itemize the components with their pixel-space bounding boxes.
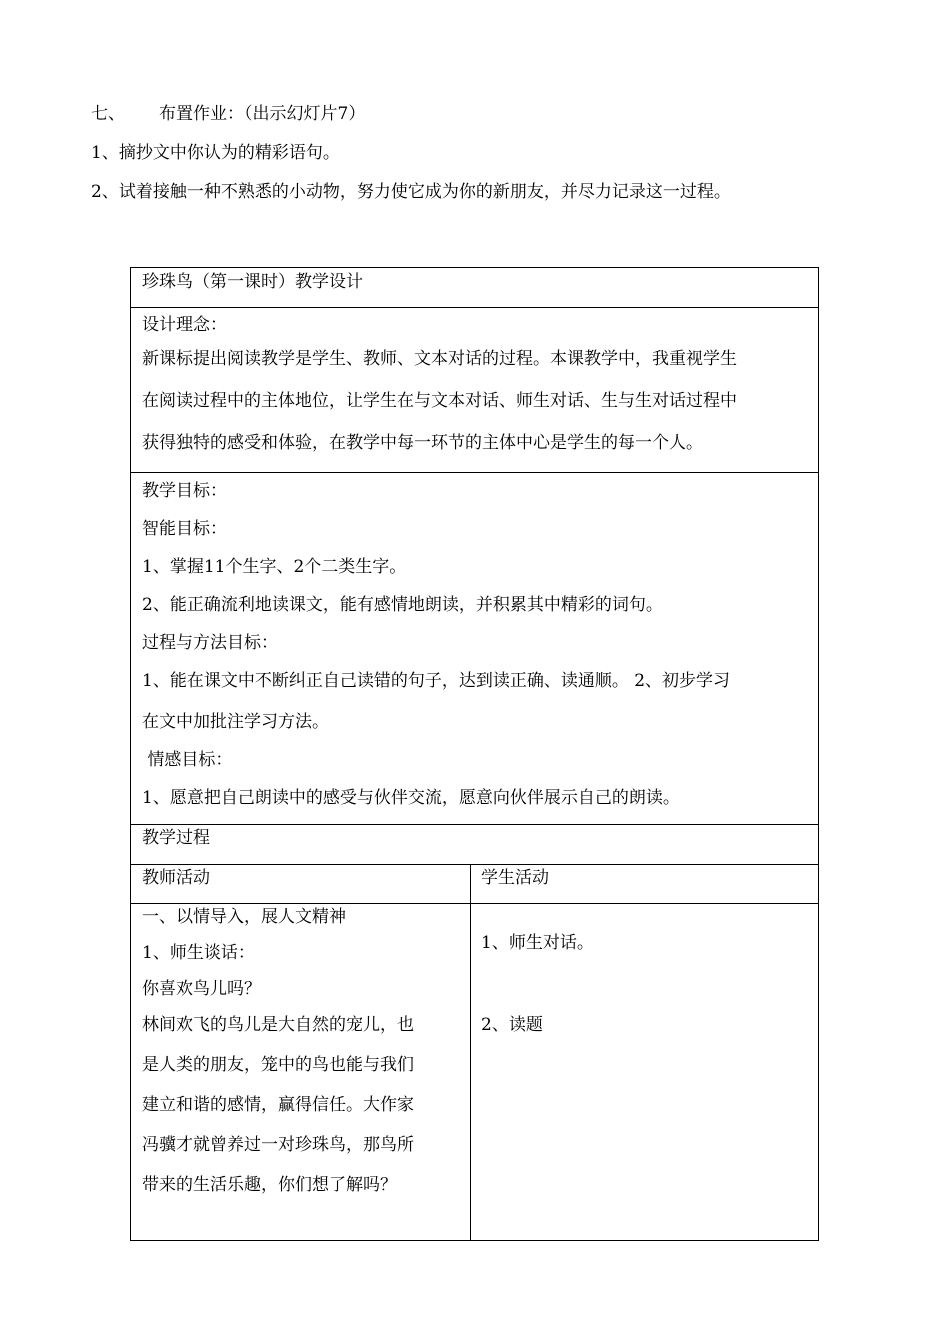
homework-item-2: 2、试着接触一种不熟悉的小动物，努力使它成为你的新朋友，并尽力记录这一过程。: [91, 182, 731, 202]
student-activity-1: 1、师生对话。: [481, 933, 594, 953]
design-concept-line-1: 新课标提出阅读教学是学生、教师、文本对话的过程。本课教学中，我重视学生: [142, 349, 737, 369]
homework-item-1: 1、摘抄文中你认为的精彩语句。: [91, 143, 340, 163]
teacher-para-line-1: 林间欢飞的鸟儿是大自然的宠儿，也: [142, 1015, 414, 1035]
design-concept-row: [131, 308, 818, 473]
emotion-goal-1: 1、愿意把自己朗读中的感受与伙伴交流，愿意向伙伴展示自己的朗读。: [142, 788, 680, 808]
activity-header-row: [131, 865, 818, 904]
teaching-goals-label: 教学目标：: [142, 481, 227, 501]
process-goal-line-2: 在文中加批注学习方法。: [142, 712, 329, 732]
skill-goals-label: 智能目标：: [142, 519, 227, 539]
teaching-process-label: 教学过程: [142, 828, 210, 848]
emotion-goals-label: 情感目标：: [142, 750, 233, 770]
teacher-para-line-3: 建立和谐的感情，赢得信任。大作家: [142, 1095, 414, 1115]
teacher-section-heading: 一、以情导入，展人文精神: [142, 907, 346, 927]
homework-heading: 布置作业：（出示幻灯片7）: [159, 104, 366, 124]
lesson-plan-table: [130, 267, 819, 1241]
teacher-para-line-2: 是人类的朋友，笼中的鸟也能与我们: [142, 1055, 414, 1075]
lesson-title: 珍珠鸟（第一课时）教学设计: [142, 272, 363, 292]
student-activity-header: 学生活动: [481, 868, 549, 888]
design-concept-line-3: 获得独特的感受和体验，在教学中每一环节的主体中心是学生的每一个人。: [142, 433, 703, 453]
teacher-talk-label: 1、师生谈话：: [142, 943, 255, 963]
teacher-activity-header: 教师活动: [142, 868, 210, 888]
design-concept-label: 设计理念：: [142, 315, 227, 335]
teacher-para-line-5: 带来的生活乐趣，你们想了解吗？: [142, 1175, 397, 1195]
student-activity-2: 2、读题: [481, 1015, 543, 1035]
skill-goal-1: 1、掌握11个生字、2个二类生字。: [142, 557, 407, 577]
skill-goal-2: 2、能正确流利地读课文，能有感情地朗读，并积累其中精彩的词句。: [142, 595, 663, 615]
teacher-para-line-4: 冯骥才就曾养过一对珍珠鸟，那鸟所: [142, 1135, 414, 1155]
design-concept-line-2: 在阅读过程中的主体地位，让学生在与文本对话、师生对话、生与生对话过程中: [142, 391, 737, 411]
process-goals-label: 过程与方法目标：: [142, 633, 278, 653]
teaching-goals-row: [131, 473, 818, 825]
table-title-row: [131, 268, 818, 308]
process-goal-line-1: 1、能在课文中不断纠正自己读错的句子，达到读正确、读通顺。 2、初步学习: [142, 671, 731, 691]
activity-content-row: [131, 904, 818, 1240]
teacher-question: 你喜欢鸟儿吗？: [142, 979, 261, 999]
homework-heading-number: 七、: [91, 104, 125, 124]
teaching-process-row: [131, 825, 818, 865]
